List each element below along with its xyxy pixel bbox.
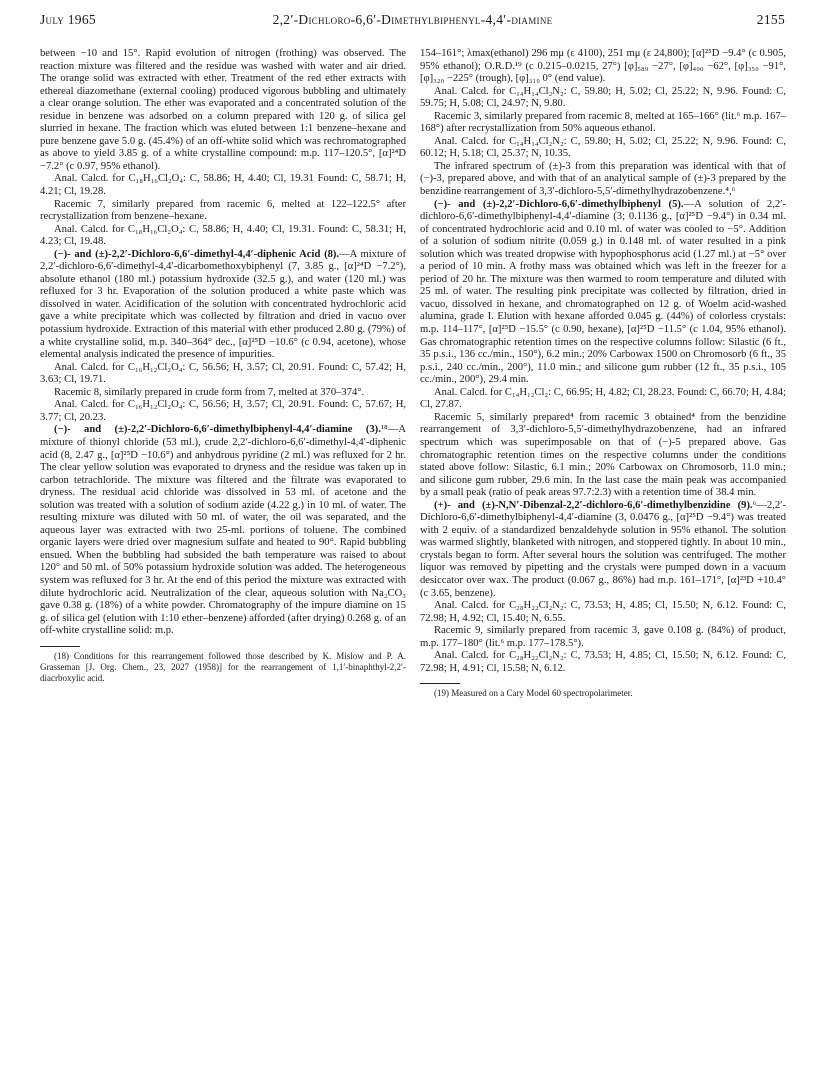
footnote-divider (420, 683, 460, 684)
paragraph: Racemic 9, similarly prepared from racemic 3, gave 0.108 g. (84%) of product, m.p. 177–180° (lit.⁶ m.p. 177–178.5°). (420, 625, 786, 649)
paragraph: between −10 and 15°. Rapid evolution of nitrogen (frothing) was observed. The reaction mixture was filtered and the residue was washed with water and air dried. The orange solid was extracted with ether. Treatment of the red ether extracts with ethereal diazomethane (external cooling) produced vigorous bubbling and ultimately a clear orange solution. The ether was evaporated and a concentrated solution of the residue in benzene was adsorbed on a column prepared with 120 g. of silica gel slurried in hexane. The fraction which was eluted between 1:1 benzene–hexane and pure benzene gave 5.0 g. (45.4%) of an off-white solid which was rechromatographed as above to yield 3.85 g. of a white crystalline compound: m.p. 117–120.5°, [α]²⁴D −7.2° (c 0.97, 95% ethanol). (40, 48, 406, 172)
paragraph: The infrared spectrum of (±)-3 from this preparation was identical with that of (−)-3, prepared above, and with that of an analytical sample of (±)-3 prepared by the benzidine rearrangement of 3,3′-dichloro-5,5′-dimethylhydrazobenzene.⁴,⁶ (420, 160, 786, 198)
section-text: ¹⁸—A mixture of thionyl chloride (53 ml.), crude 2,2′-dichloro-6,6′-dimethyl-4,4′-diphenic acid (8, 2.47 g., [α]²⁵D −10.6°) and anhydrous pyridine (2 ml.) was refluxed for 2 hr. The clear yellow solution was evaporated to dryness and the residue was taken up in carbon tetrachloride. The mixture was filtered and the filtrate was evaporated to dryness. The residual acid chloride was dissolved in 53 ml. of acetone and the solution was treated with a solution of sodium azide (4.22 g.) in 10 ml. of water. The resulting mixture was diluted with 50 ml. of water, the oil was separated, and the aqueous layer was extracted with two 25-ml. portions of toluene. The combined organic layers were dried over magnesium sulfate and heated to 90°. Rapid bubbling ensued. When the bubbling had subsided the bath temperature was raised to about 120° and 50 ml. of 50% potassium hydroxide solution was added. The heterogeneous system was refluxed for 3 hr. At the end of this period the mixture was extracted with dilute hydrochloric acid. Neutralization of the clear, aqueous solution with Na₂CO₃ gave 0.38 g. (18%) of a white powder. Chromatography of the impure diamine on 15 g. of silica gel (elution with 1:10 ether–benzene) afforded (after drying) 0.268 g. of an off-white crystalline solid: m.p. (40, 424, 406, 637)
analysis-paragraph: Anal. Calcd. for C₁₆H₁₂Cl₂O₄: C, 56.56; H, 3.57; Cl, 20.91. Found: C, 57.42; H, 3.63; Cl, 19.71. (40, 361, 406, 386)
analysis-paragraph: Anal. Calcd. for C₁₆H₁₂Cl₂O₄: C, 56.56; H, 3.57; Cl, 20.91. Found: C, 57.67; H, 3.77; Cl, 20.23. (40, 399, 406, 423)
paragraph: Racemic 3, similarly prepared from racemic 8, melted at 165–166° (lit.⁶ m.p. 167–168°) after recrystallization from 50% aqueous ethanol. (420, 110, 786, 135)
section-paragraph (420, 199, 786, 387)
header-date: July 1965 (40, 12, 96, 27)
footnote: (18) Conditions for this rearrangement followed those described by K. Mislow and P. A. Grasseman [J. Org. Chem., 23, 2027 (1958)] for the rearrangement of 1,1′-binaphthyl-2,2′-diacrboxylic acid. (40, 650, 406, 683)
section-text: —A mixture of 2,2′-dichloro-6,6′-dimethyl-4,4′-dicarbomethoxybiphenyl (7, 3.85 g., [α]²⁴D −7.2°), absolute ethanol (180 ml.) potassium hydroxide (32.5 g.), and water (120 ml.) was refluxed for 3 hr. Evaporation of the solution produced a white paste which was dissolved in water. Acidification of the solution with concentrated hydrochloric acid gave a white precipitate which was collected by filtration and dried in vacuo over potassium hydroxide. Extraction of this material with ether produced 2.80 g. (79%) of a white crystalline solid, m.p. 340–364° dec., [α]²⁵D −10.6° (c 0.94, acetone), whose elemental analysis indicated the presence of impurities. (40, 248, 406, 361)
footnote-divider (40, 646, 80, 647)
footnote: (19) Measured on a Cary Model 60 spectropolarimeter. (434, 688, 633, 699)
section-paragraph (420, 500, 786, 600)
left-column (40, 48, 406, 684)
analysis-paragraph: Anal. Calcd. for C₁₈H₁₆Cl₂O₄: C, 58.86; H, 4.40; Cl, 19.31. Found: C, 58.31; H, 4.23; Cl, 19.48. (40, 223, 406, 248)
paragraph: 154–161°; λmax(ethanol) 296 mμ (ε 4100), 251 mμ (ε 24,800); [α]²⁵D −9.4° (c 0.905, 95% ethanol); O.R.D.¹⁹ (c 0.215–0.0215, 27°) [φ]₅₈₉ −27°, [φ]₄₀₀ −62°, [φ]₃₅₀ −91°, [φ]₃₂₀ −225° (trough), [φ]₃₁₀ 0° (end value). (420, 48, 786, 85)
section-heading: (−)- and (±)-2,2′-Dichloro-6,6′-dimethyl-4,4′-diphenic Acid (8). (54, 248, 340, 260)
section-paragraph (40, 424, 406, 637)
running-header (40, 12, 785, 30)
right-column (420, 48, 786, 699)
page-number: 2155 (756, 12, 785, 27)
analysis-paragraph: Anal. Calcd. for C₂₈H₂₂Cl₂N₂: C, 73.53; H, 4.85; Cl, 15.50; N, 6.12. Found: C, 72.98; H, 4.92; Cl, 15.40; N, 6.55. (420, 600, 786, 624)
paragraph: Racemic 7, similarly prepared from racemic 6, melted at 122–122.5° after recrystallization from benzene–hexane. (40, 198, 406, 223)
section-text: ⁶—2,2′-Dichloro-6,6′-dimethylbiphenyl-4,4′-diamine (3, 0.0476 g., [α]²⁵D −9.4°) was treated with 2 equiv. of a standardized benzaldehyde solution in 95% ethanol. The solution was warmed slightly, blanketed with nitrogen, and stoppered tightly. In about 10 min., crystals began to form. After several hours the solution was centrifuged. The mother liquor was removed by pipetting and the crystals were pumped down in a vacuum desiccator over wax. The product (0.067 g., 86%) had m.p. 161–171°, [α]²³D +10.4° (c 3.65, benzene). (420, 499, 786, 599)
header-title: 2,2′-Dichloro-6,6′-Dimethylbiphenyl-4,4′-diamine (272, 12, 553, 27)
section-heading: (−)- and (±)-2,2′-Dichloro-6,6′-dimethylbiphenyl-4,4′-diamine (3). (54, 424, 381, 436)
paragraph: Racemic 5, similarly prepared⁴ from racemic 3 obtained⁴ from the benzidine rearrangement of 3,3′-dichloro-5,5′-dimethylhydrazobenzene, had an infrared spectrum which was superimposable on that of (−)-5 prepared above. Gas chromatographic retention times on the respective columns under the conditions stated above follow: Silastic, 6.1 min.; 20% Carbowax on Chromosorb, 11.0 min.; and silicone gum rubber, 29.6 min. In the last case the main peak was accompanied by a small peak (ratio of peak areas 97.7:2.3) with a retention time of 38.4 min. (420, 411, 786, 499)
analysis-paragraph: Anal. Calcd. for C₁₄H₁₄Cl₂N₂: C, 59.80; H, 5.02; Cl, 25.22; N, 9.96. Found: C, 60.12; H, 5.18; Cl, 25.37; N, 10.35. (420, 135, 786, 160)
section-heading: (+)- and (±)-N,N′-Dibenzal-2,2′-dichloro-6,6′-dimethylbenzidine (9). (434, 499, 753, 511)
analysis-paragraph: Anal. Calcd. for C₁₄H₁₂Cl₂: C, 66.95; H, 4.82; Cl, 28.23. Found: C, 66.70; H, 4.84; Cl, 27.87. (420, 386, 786, 411)
section-heading: (−)- and (±)-2,2′-Dichloro-6,6′-dimethylbiphenyl (5). (434, 198, 684, 210)
section-paragraph (40, 249, 406, 362)
analysis-paragraph: Anal. Calcd. for C₁₈H₁₆Cl₂O₄: C, 58.86; H, 4.40; Cl, 19.31 Found: C, 58.71; H, 4.21; Cl, 19.28. (40, 173, 406, 198)
paragraph: Racemic 8, similarly prepared in crude form from 7, melted at 370–374°. (54, 386, 365, 398)
analysis-paragraph: Anal. Calcd. for C₁₄H₁₄Cl₂N₂: C, 59.80; H, 5.02; Cl, 25.22; N, 9.96. Found: C, 59.75; H, 5.08; Cl, 24.97; N, 9.80. (420, 85, 786, 110)
analysis-paragraph: Anal. Calcd. for C₂₈H₂₂Cl₂N₂: C, 73.53; H, 4.85; Cl, 15.50; N, 6.12. Found: C, 72.98; H, 4.91; Cl, 15.58; N, 6.12. (420, 650, 786, 674)
section-text: —A solution of 2,2′-dichloro-6,6′-dimethylbiphenyl-4,4′-diamine (3; 0.1136 g., [α]²⁵D −9.4°) in 0.34 ml. of concentrated hydrochloric acid and 0.10 ml. of water was cooled to −5°. Addition of a solution of sodium nitrite (0.059 g.) in 0.148 ml. of water resulted in a pink solution which was treated dropwise with hypophosphorus acid (1.27 ml.) at −5° over a period of 10 min. A frothy mass was obtained which was left in the freezer for a period of 20 hr. The mixture was then warmed to room temperature and diluted with 25 ml. of water. The resulting pink precipitate was collected by filtration, dried in vacuo, dissolved in hexane, and chromatographed on 12 g. of Woelm acid-washed alumina, grade I. Elution with hexane afforded 0.045 g. (44%) of colorless crystals: m.p. 114–117°, [α]²⁵D −15.5° (c 0.90, hexane), [α]²⁵D −11.5° (c 1.04, 95% ethanol). Gas chromatographic retention times on the respective columns follow: Silastic (6 ft., 35 p.s.i., 136 cc./min., 150°), 6.2 min.; 20% Carbowax 1500 on Chromosorb (6 ft., 35 p.s.i., 240 cc./min., 200°), 11.0 min.; and silicone gum rubber (12 ft., 35 p.s.i., 105 cc./min., 200°), 29.4 min. (420, 198, 786, 386)
